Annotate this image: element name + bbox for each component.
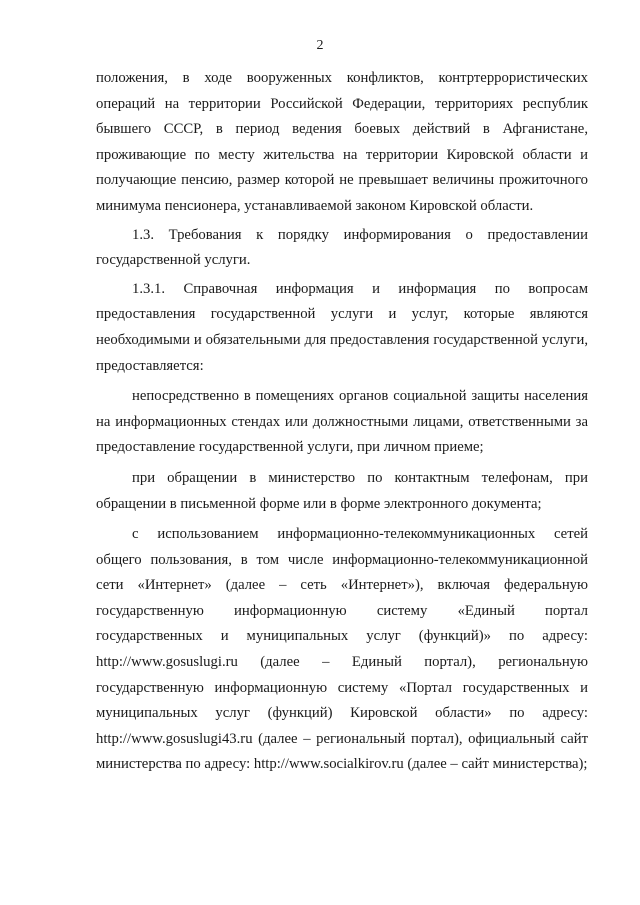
paragraph-section-1-3-heading: 1.3. Требования к порядку информирования о предоставлении государственной услуги.	[96, 226, 588, 269]
paragraph-phone-written-info: при обращении в министерство по контактным телефонам, при обращении в письменной форме или в форме электронного документа;	[96, 469, 588, 512]
paragraph-in-person-info: непосредственно в помещениях органов социальной защиты населения на информационных стендах или должностными лицами, ответственными за предоставление государственной услуги, при личном приеме;	[96, 388, 588, 456]
document-body	[96, 66, 588, 778]
page-number: 2	[316, 38, 324, 53]
paragraph-internet-info: с использованием информационно-телекоммуникационных сетей общего пользования, в том числе информационно-телекоммуникационной сети «Интернет» (далее – сеть «Интернет»), включая федеральную государственную информационную систему «Единый портал государственных и муниципальных услуг (функций)» по адресу: http://www.gosuslugi.ru (далее – Единый портал), региональную государственную информационную систему «Портал государственных и муниципальных услуг (функций) Кировской области» по адресу: http://www.gosuslugi43.ru (далее – региональный портал), официальный сайт министерства по адресу: http://www.socialkirov.ru (далее – сайт министерства);	[96, 526, 588, 773]
paragraph-section-1-3-1: 1.3.1. Справочная информация и информация по вопросам предоставления государственной услуги и услуг, которые являются необходимыми и обязательными для предоставления государственной услуги, предоставляется:	[96, 280, 588, 374]
paragraph-eligibility-continuation: положения, в ходе вооруженных конфликтов, контртеррористических операций на территории Российской Федерации, территориях республик бывшего СССР, в период ведения боевых действий в Афганистане, проживающие по месту жительства на территории Кировской области и получающие пенсию, размер которой не превышает величины прожиточного минимума пенсионера, устанавливаемой законом Кировской области.	[96, 70, 588, 214]
